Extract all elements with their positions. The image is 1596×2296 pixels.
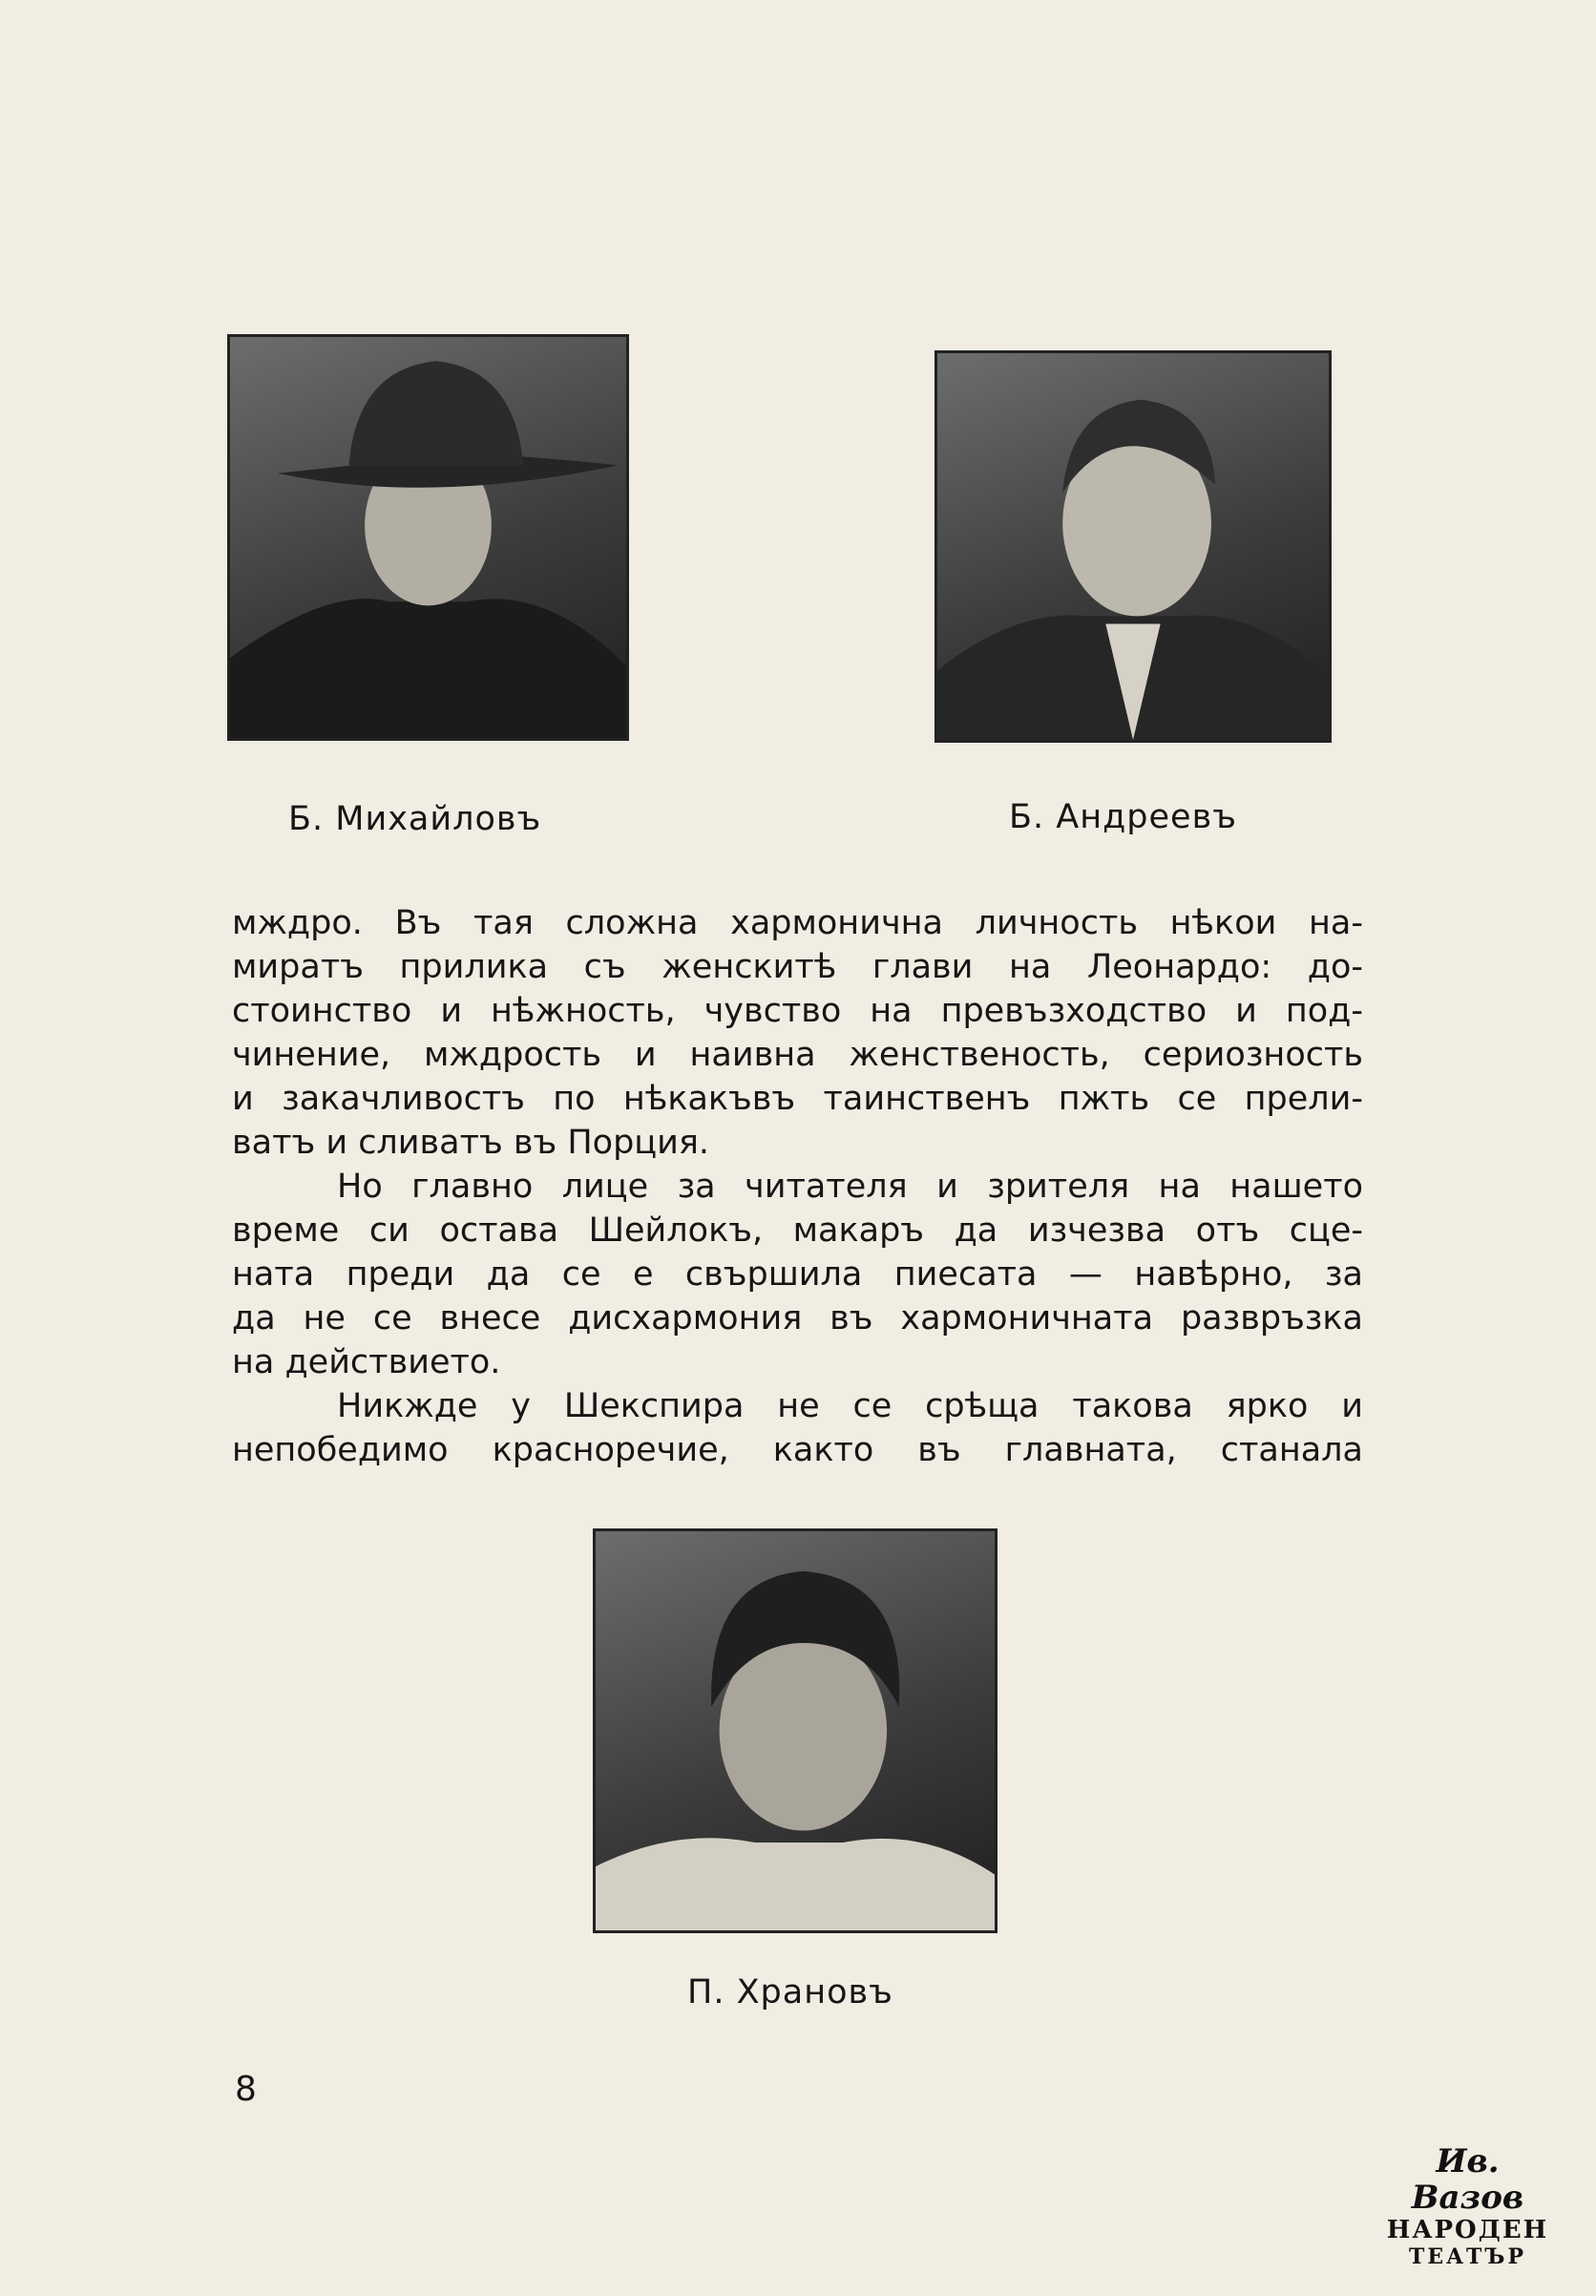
photo-andreev — [934, 350, 1332, 743]
text-line: на действието. — [232, 1343, 501, 1381]
text-line: ната преди да се е свършила пиесата — навѣрно, за — [232, 1255, 1363, 1294]
body-text — [232, 901, 1363, 1472]
text-line: ватъ и сливатъ въ Порция. — [232, 1124, 710, 1162]
paragraph-2 — [232, 1165, 1363, 1384]
text-line: непобедимо красноречие, както въ главната, станала — [232, 1431, 1363, 1469]
stamp-line-2: ТЕАТЪР — [1408, 2244, 1526, 2269]
caption-andreev: Б. Андреевъ — [1009, 798, 1237, 836]
theatre-stamp-logo — [1375, 2142, 1561, 2269]
text-line: чинение, мждрость и наивна женственость, сериозность — [232, 1036, 1363, 1074]
page-number: 8 — [235, 2070, 257, 2109]
text-line: и закачливостъ по нѣкакъвъ таинственъ пжть се прели- — [232, 1080, 1363, 1118]
text-line: Но главно лице за читателя и зрителя на нашето — [337, 1168, 1363, 1206]
paragraph-3 — [232, 1384, 1363, 1472]
photo-mihailov — [227, 334, 629, 741]
text-line: мждро. Въ тая сложна хармонична личность нѣкои на- — [232, 904, 1363, 942]
text-line: да не се внесе дисхармония въ хармоничната развръзка — [232, 1299, 1363, 1338]
stamp-signature: Ив. Вазов — [1411, 2142, 1524, 2217]
paragraph-1 — [232, 901, 1363, 1165]
photo-hranov — [593, 1528, 998, 1933]
text-line: стоинство и нѣжность, чувство на превъзходство и под- — [232, 992, 1363, 1030]
stamp-line-1: НАРОДЕН — [1386, 2216, 1549, 2244]
text-line: време си остава Шейлокъ, макаръ да изчезва отъ сце- — [232, 1211, 1363, 1250]
text-line: миратъ прилика съ женскитѣ глави на Леонардо: до- — [232, 948, 1363, 986]
text-line: Никжде у Шекспира не се срѣща такова ярко и — [337, 1387, 1363, 1425]
caption-mihailov: Б. Михайловъ — [288, 800, 542, 838]
caption-hranov: П. Храновъ — [687, 1973, 893, 2012]
